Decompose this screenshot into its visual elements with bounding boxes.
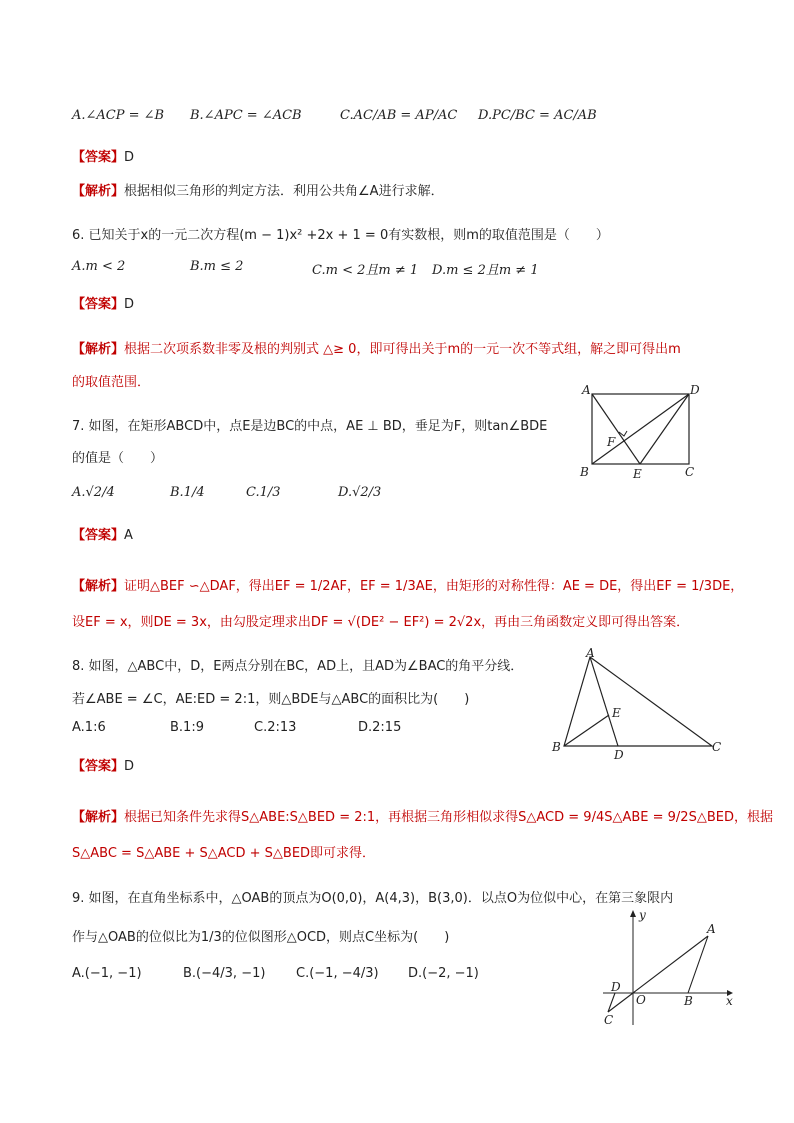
label-e: E [633, 467, 642, 480]
label-a: A [707, 922, 716, 936]
q8-option-d: D.2:15 [358, 720, 402, 735]
q8-option-a: A.1:6 [72, 720, 106, 735]
analysis-label: 【解析】 [72, 579, 125, 594]
analysis-text: 根据相似三角形的判定方法．利用公共角∠A进行求解． [124, 184, 444, 199]
q6-analysis-line2: 的取值范围． [72, 375, 151, 390]
label-b: B [580, 465, 589, 479]
answer-value: A [124, 528, 133, 543]
label-c: C [712, 740, 722, 754]
q5-option-b: B.∠APC = ∠ACB [190, 108, 302, 123]
analysis-label: 【解析】 [72, 342, 125, 357]
segment-ab [688, 936, 708, 993]
label-a: A [582, 383, 591, 397]
q6-option-d: D.m ≤ 2且m ≠ 1 [432, 263, 539, 278]
label-d: D [614, 748, 624, 762]
q7-rectangle-figure [575, 380, 705, 480]
label-a: A [586, 646, 595, 660]
q6-answer [72, 293, 134, 312]
q7-option-b: B.1/4 [170, 485, 205, 500]
q6-stem: 6. 已知关于x的一元二次方程(m − 1)x² +2x + 1 = 0有实数根，则m的取值范围是（ ） [72, 228, 609, 243]
q8-option-b: B.1:9 [170, 720, 204, 735]
q7-analysis-line2: 设EF = x，则DE = 3x，由勾股定理求出DF = √(DE² − EF²) = 2√2x，再由三角函数定义即可得出答案． [72, 615, 690, 630]
label-y: y [639, 908, 646, 922]
q7-option-d: D.√2/3 [338, 485, 382, 500]
q8-option-c: C.2:13 [254, 720, 297, 735]
segment-bd [592, 394, 689, 464]
q5-option-d: D.PC/BC = AC/AB [478, 108, 597, 123]
label-f: F [607, 435, 616, 449]
q8-triangle-figure [548, 645, 728, 765]
label-e: E [612, 706, 621, 720]
label-d: D [690, 383, 700, 397]
q7-option-a: A.√2/4 [72, 485, 115, 500]
q9-option-b: B.(−4/3, −1) [183, 966, 266, 981]
q5-option-a: A.∠ACP = ∠B [72, 108, 165, 123]
label-c: C [604, 1013, 614, 1027]
q6-option-a: A.m < 2 [72, 259, 126, 274]
answer-label: 【答案】 [72, 297, 125, 312]
analysis-text: 证明△BEF ∽△DAF，得出EF = 1/2AF，EF = 1/3AE，由矩形的对称性得：AE = DE，得出EF = 1/3DE， [124, 579, 744, 594]
q9-option-c: C.(−1, −4/3) [296, 966, 379, 981]
q8-stem-line2: 若∠ABE = ∠C，AE:ED = 2:1，则△BDE与△ABC的面积比为( ) [72, 692, 470, 707]
q8-analysis-line2: S△ABC = S△ABE + S△ACD + S△BED即可求得． [72, 846, 376, 861]
q9-stem-line2: 作与△OAB的位似比为1/3的位似图形△OCD，则点C坐标为( ) [72, 930, 450, 945]
q7-analysis-line1 [72, 575, 743, 594]
answer-label: 【答案】 [72, 150, 125, 165]
q6-analysis-line1 [72, 338, 681, 357]
q7-answer [72, 524, 133, 543]
label-o: O [636, 993, 646, 1007]
segment-ad [590, 657, 618, 746]
answer-label: 【答案】 [72, 759, 125, 774]
q9-option-a: A.(−1, −1) [72, 966, 142, 981]
q8-answer [72, 755, 134, 774]
analysis-label: 【解析】 [72, 810, 125, 825]
q7-stem-line1: 7. 如图，在矩形ABCD中，点E是边BC的中点，AE ⊥ BD，垂足为F，则tan∠BDE [72, 419, 548, 434]
segment-oa [633, 936, 708, 993]
triangle-abc [564, 657, 712, 746]
q8-analysis-line1 [72, 806, 773, 825]
answer-value: D [124, 759, 135, 774]
analysis-text: 根据已知条件先求得S△ABE:S△BED = 2:1，再根据三角形相似求得S△ACD = 9/4S△ABE = 9/2S△BED，根据 [124, 810, 773, 825]
label-c: C [685, 465, 695, 479]
label-x: x [726, 994, 733, 1008]
answer-label: 【答案】 [72, 528, 125, 543]
segment-be [564, 715, 609, 746]
analysis-label: 【解析】 [72, 184, 125, 199]
q7-stem-line2: 的值是（ ） [72, 451, 164, 466]
label-b: B [684, 994, 693, 1008]
answer-value: D [124, 297, 135, 312]
q5-analysis [72, 180, 444, 199]
y-axis-arrow [630, 910, 636, 917]
q5-answer [72, 146, 134, 165]
q6-option-c: C.m < 2且m ≠ 1 [312, 263, 419, 278]
label-b: B [552, 740, 561, 754]
q9-stem-line1: 9. 如图，在直角坐标系中，△OAB的顶点为O(0,0)，A(4,3)，B(3,0)．以点O为位似中心，在第三象限内 [72, 891, 674, 906]
q7-option-c: C.1/3 [246, 485, 281, 500]
answer-value: D [124, 150, 135, 165]
q5-option-c: C.AC/AB = AP/AC [340, 108, 458, 123]
q6-option-b: B.m ≤ 2 [190, 259, 244, 274]
q9-coordinate-figure [595, 905, 740, 1030]
segment-de [640, 394, 689, 464]
analysis-text: 根据二次项系数非零及根的判别式 △≥ 0，即可得出关于m的一元一次不等式组，解之即可得出m [124, 342, 681, 357]
segment-ae [592, 394, 640, 464]
q8-stem-line1: 8. 如图，△ABC中，D，E两点分别在BC，AD上，且AD为∠BAC的角平分线． [72, 659, 524, 674]
label-d: D [611, 980, 621, 994]
q9-option-d: D.(−2, −1) [408, 966, 479, 981]
